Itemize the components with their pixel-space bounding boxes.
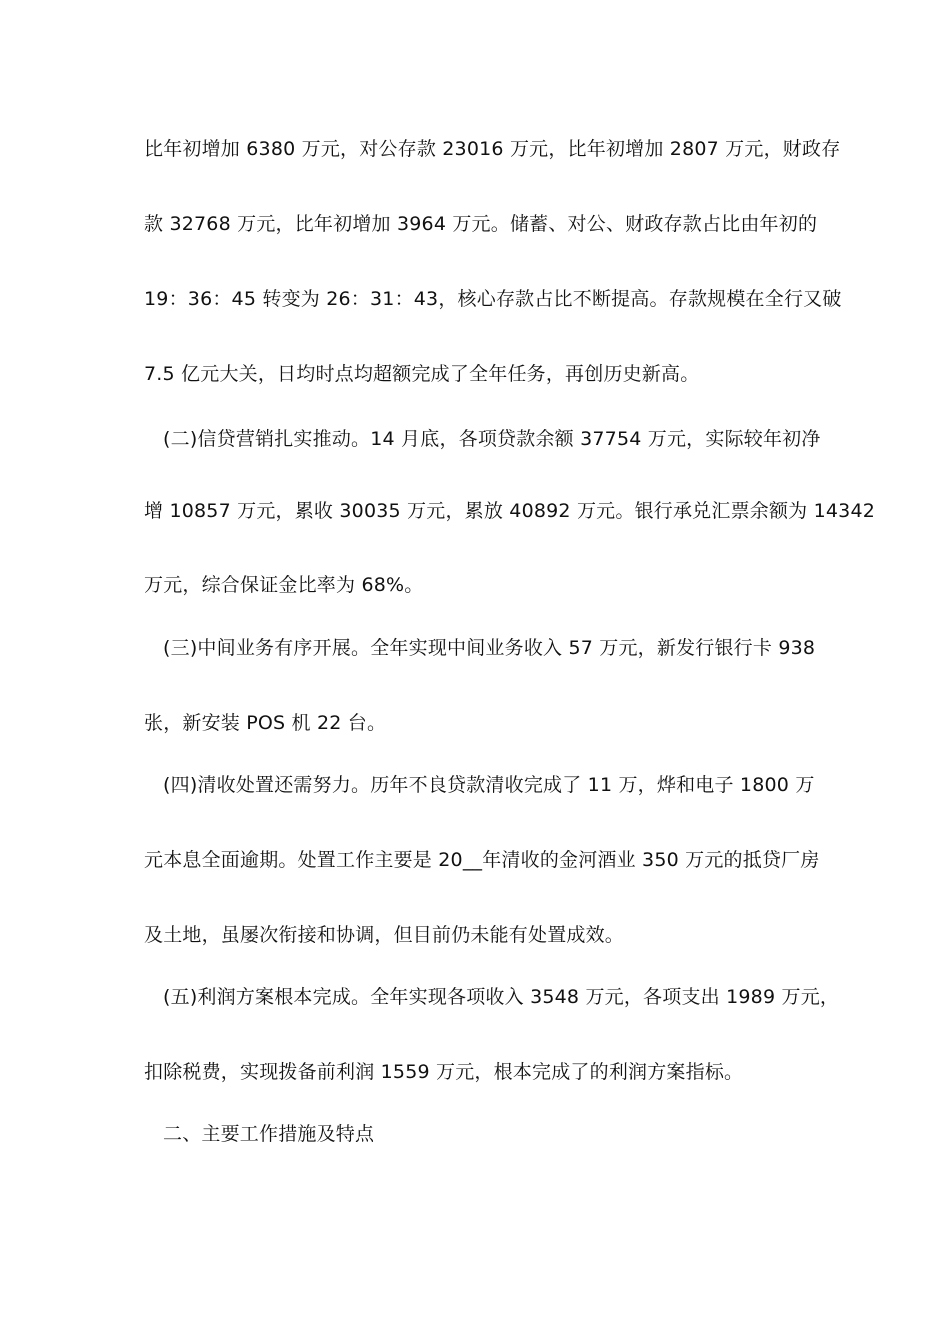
paragraph-line: (三)中间业务有序开展。全年实现中间业务收入 57 万元，新发行银行卡 938 [163,637,816,659]
paragraph-line: 张，新安装 POS 机 22 台。 [144,712,387,734]
paragraph-line: 19：36：45 转变为 26：31：43，核心存款占比不断提高。存款规模在全行又破 [144,288,842,310]
paragraph-line: 扣除税费，实现拨备前利润 1559 万元，根本完成了的利润方案指标。 [144,1061,744,1083]
paragraph-line: (四)清收处置还需努力。历年不良贷款清收完成了 11 万，烨和电子 1800 万 [163,774,815,796]
paragraph-line: 比年初增加 6380 万元，对公存款 23016 万元，比年初增加 2807 万元，财政存 [144,138,841,160]
section-heading: 二、主要工作措施及特点 [163,1123,375,1145]
paragraph-line: (二)信贷营销扎实推动。14 月底，各项贷款余额 37754 万元，实际较年初净 [163,428,821,450]
paragraph-line: 万元，综合保证金比率为 68%。 [144,574,424,596]
paragraph-line: 元本息全面逾期。处置工作主要是 20__年清收的金河酒业 350 万元的抵贷厂房 [144,849,820,871]
paragraph-line: (五)利润方案根本完成。全年实现各项收入 3548 万元，各项支出 1989 万元， [163,986,840,1008]
paragraph-line: 7.5 亿元大关，日均时点均超额完成了全年任务，再创历史新高。 [144,363,700,385]
paragraph-line: 及土地，虽屡次衔接和协调，但目前仍未能有处置成效。 [144,924,625,946]
paragraph-line: 增 10857 万元，累收 30035 万元，累放 40892 万元。银行承兑汇票余额为 14342 [144,500,876,522]
paragraph-line: 款 32768 万元，比年初增加 3964 万元。储蓄、对公、财政存款占比由年初的 [144,213,818,235]
